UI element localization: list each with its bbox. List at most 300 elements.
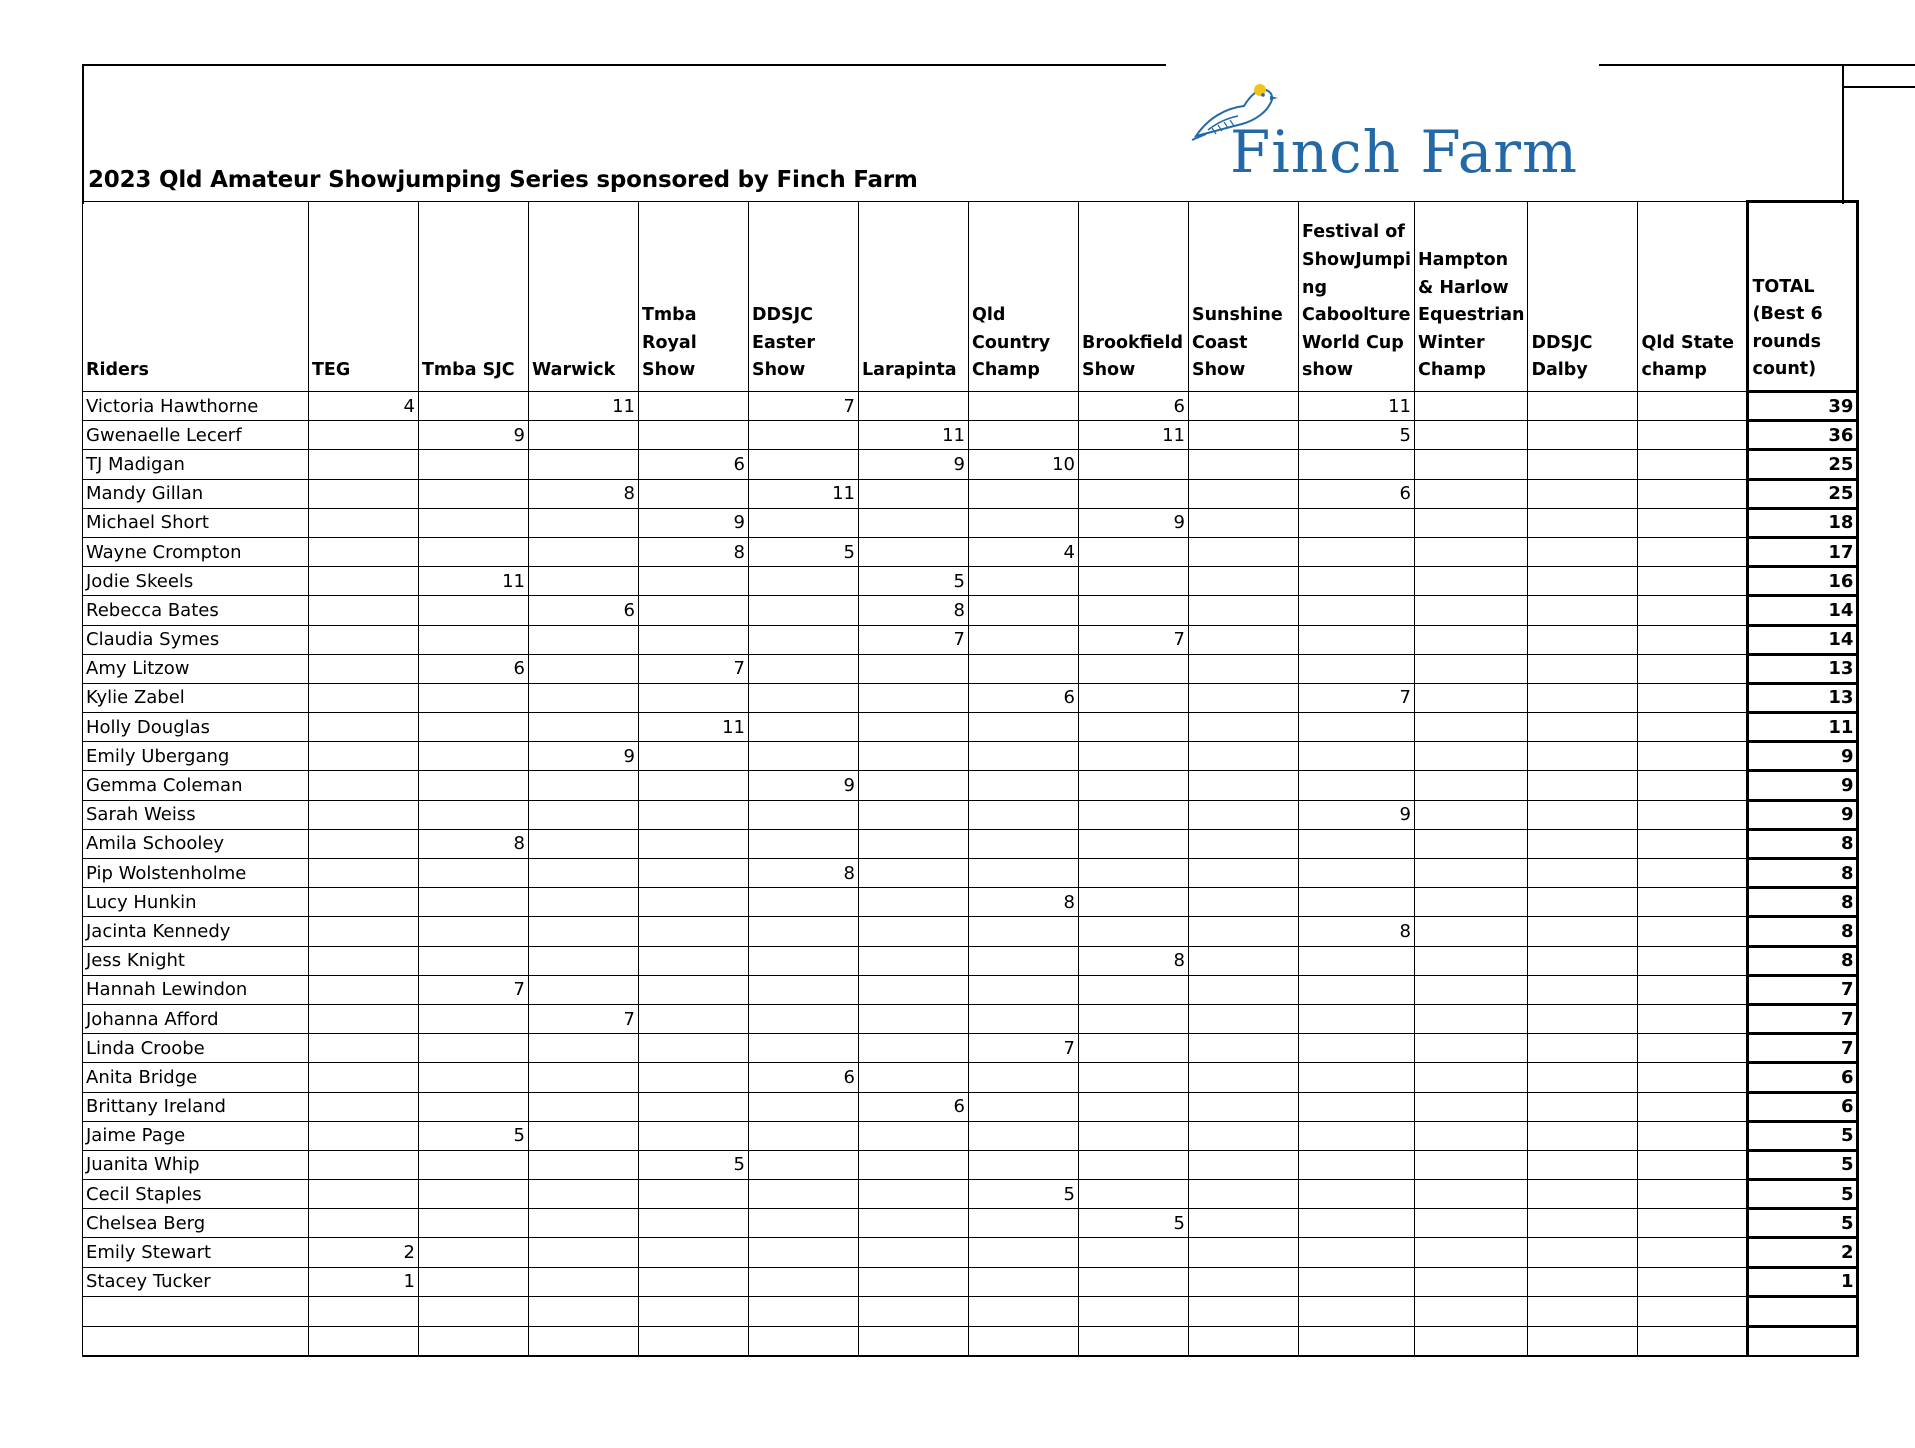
score-cell (419, 859, 529, 888)
score-cell (749, 421, 859, 450)
rider-name: Jess Knight (83, 946, 309, 975)
score-cell (1079, 800, 1189, 829)
score-cell (639, 1063, 749, 1092)
score-cell (749, 713, 859, 742)
score-cell (309, 1092, 419, 1121)
score-cell (859, 1034, 969, 1063)
score-cell (1414, 567, 1527, 596)
score-cell (1638, 683, 1748, 712)
score-cell (639, 771, 749, 800)
score-cell: 11 (749, 479, 859, 508)
score-cell (1079, 1004, 1189, 1033)
score-cell: 5 (639, 1150, 749, 1179)
score-cell (969, 567, 1079, 596)
score-cell: 11 (639, 713, 749, 742)
score-cell (1414, 1121, 1527, 1150)
score-cell (749, 800, 859, 829)
score-cell (639, 567, 749, 596)
score-cell (1638, 917, 1748, 946)
standings-table (82, 200, 1859, 1357)
table-row (83, 859, 1858, 888)
score-cell (1189, 596, 1299, 625)
score-cell (1189, 1092, 1299, 1121)
rider-name: Emily Ubergang (83, 742, 309, 771)
score-cell (639, 1267, 749, 1296)
score-cell (1528, 1267, 1638, 1296)
score-cell (1638, 1209, 1748, 1238)
score-cell (1638, 421, 1748, 450)
score-cell (1638, 859, 1748, 888)
table-row (83, 596, 1858, 625)
score-cell (639, 625, 749, 654)
table-row (83, 1121, 1858, 1150)
score-cell (1528, 946, 1638, 975)
score-cell: 11 (419, 567, 529, 596)
total-cell: 7 (1748, 1004, 1858, 1033)
empty-cell (1638, 1326, 1748, 1356)
score-cell (749, 508, 859, 537)
score-cell (1638, 654, 1748, 683)
score-cell (1079, 1150, 1189, 1179)
score-cell (639, 742, 749, 771)
rider-name: Linda Croobe (83, 1034, 309, 1063)
rider-name: Johanna Afford (83, 1004, 309, 1033)
empty-cell (1638, 1296, 1748, 1326)
score-cell (419, 1238, 529, 1267)
table-row (83, 1209, 1858, 1238)
score-cell: 5 (419, 1121, 529, 1150)
score-cell (529, 537, 639, 566)
score-cell (1638, 800, 1748, 829)
frame-right-border (1842, 64, 1844, 204)
score-cell (969, 800, 1079, 829)
score-cell (639, 800, 749, 829)
score-cell (639, 975, 749, 1004)
rider-name: Wayne Crompton (83, 537, 309, 566)
score-cell (1079, 713, 1189, 742)
blank-row (83, 1296, 1858, 1326)
score-cell (1638, 508, 1748, 537)
score-cell (1414, 537, 1527, 566)
score-cell (1189, 683, 1299, 712)
score-cell (1414, 1209, 1527, 1238)
header-row (83, 202, 1858, 392)
empty-cell (1189, 1326, 1299, 1356)
score-cell (1414, 1150, 1527, 1179)
score-cell (419, 1034, 529, 1063)
column-header-ddsjc-easter-show: DDSJC Easter Show (749, 202, 859, 392)
score-cell (859, 537, 969, 566)
table-row (83, 683, 1858, 712)
score-cell (1414, 829, 1527, 858)
score-cell (1414, 1063, 1527, 1092)
score-cell (1189, 975, 1299, 1004)
score-cell (1299, 829, 1415, 858)
score-cell (639, 829, 749, 858)
score-cell: 6 (1079, 392, 1189, 421)
score-cell (419, 917, 529, 946)
total-cell: 8 (1748, 946, 1858, 975)
score-cell: 6 (639, 450, 749, 479)
total-cell: 25 (1748, 479, 1858, 508)
score-cell (419, 1004, 529, 1033)
table-row (83, 537, 1858, 566)
score-cell (1638, 567, 1748, 596)
score-cell (1638, 625, 1748, 654)
column-header-qld-state-champ: Qld State champ (1638, 202, 1748, 392)
column-header-tmba-sjc: Tmba SJC (419, 202, 529, 392)
score-cell (1414, 888, 1527, 917)
score-cell (309, 1121, 419, 1150)
score-cell (1079, 1238, 1189, 1267)
rider-name: Emily Stewart (83, 1238, 309, 1267)
score-cell (1528, 450, 1638, 479)
score-cell (749, 567, 859, 596)
score-cell (309, 479, 419, 508)
score-cell (1189, 1238, 1299, 1267)
score-cell (639, 1034, 749, 1063)
score-cell (969, 421, 1079, 450)
score-cell (969, 625, 1079, 654)
score-cell (1079, 742, 1189, 771)
table-row (83, 917, 1858, 946)
score-cell (969, 1267, 1079, 1296)
rider-name: Claudia Symes (83, 625, 309, 654)
score-cell (1189, 917, 1299, 946)
score-cell (1638, 1004, 1748, 1033)
total-cell: 8 (1748, 917, 1858, 946)
score-cell (1528, 917, 1638, 946)
score-cell: 9 (639, 508, 749, 537)
score-cell (1528, 567, 1638, 596)
score-cell (309, 625, 419, 654)
score-cell (859, 1209, 969, 1238)
score-cell (749, 1121, 859, 1150)
score-cell (969, 1150, 1079, 1179)
score-cell (1528, 683, 1638, 712)
score-cell: 6 (859, 1092, 969, 1121)
score-cell (309, 654, 419, 683)
rider-name: Hannah Lewindon (83, 975, 309, 1004)
total-cell: 13 (1748, 683, 1858, 712)
score-cell (1299, 946, 1415, 975)
score-cell (969, 829, 1079, 858)
score-cell (969, 392, 1079, 421)
score-cell (309, 975, 419, 1004)
score-cell (419, 625, 529, 654)
score-cell (749, 975, 859, 1004)
score-cell (969, 771, 1079, 800)
empty-cell (309, 1326, 419, 1356)
score-cell (419, 596, 529, 625)
score-cell (529, 1092, 639, 1121)
rider-name: Amy Litzow (83, 654, 309, 683)
score-cell (309, 508, 419, 537)
score-cell (1414, 1004, 1527, 1033)
score-cell: 7 (969, 1034, 1079, 1063)
score-cell (419, 537, 529, 566)
total-cell: 1 (1748, 1267, 1858, 1296)
total-cell: 11 (1748, 713, 1858, 742)
score-cell (1299, 742, 1415, 771)
rider-name: Brittany Ireland (83, 1092, 309, 1121)
score-cell (859, 859, 969, 888)
score-cell (1528, 596, 1638, 625)
score-cell (859, 1121, 969, 1150)
score-cell (529, 421, 639, 450)
score-cell (309, 771, 419, 800)
total-cell: 39 (1748, 392, 1858, 421)
score-cell: 9 (419, 421, 529, 450)
score-cell (1528, 1092, 1638, 1121)
empty-cell (1079, 1296, 1189, 1326)
score-cell (529, 1034, 639, 1063)
score-cell (1528, 975, 1638, 1004)
score-cell (1299, 771, 1415, 800)
score-cell (309, 421, 419, 450)
column-header-tmba-royal-show: Tmba Royal Show (639, 202, 749, 392)
score-cell (529, 567, 639, 596)
score-cell (749, 450, 859, 479)
score-cell (969, 508, 1079, 537)
score-cell (1299, 567, 1415, 596)
score-cell (639, 1209, 749, 1238)
empty-cell (859, 1296, 969, 1326)
score-cell (309, 1150, 419, 1179)
column-header-larapinta: Larapinta (859, 202, 969, 392)
score-cell (1079, 654, 1189, 683)
score-cell (419, 1209, 529, 1238)
score-cell (309, 888, 419, 917)
score-cell (1299, 625, 1415, 654)
score-cell (309, 1180, 419, 1209)
score-cell (1299, 508, 1415, 537)
score-cell (419, 946, 529, 975)
score-cell: 7 (859, 625, 969, 654)
score-cell (529, 829, 639, 858)
score-cell (969, 1209, 1079, 1238)
score-cell (1299, 1180, 1415, 1209)
score-cell (1299, 1092, 1415, 1121)
score-cell (1189, 1121, 1299, 1150)
score-cell (1189, 888, 1299, 917)
total-cell: 7 (1748, 1034, 1858, 1063)
blank-row (83, 1326, 1858, 1356)
score-cell: 9 (859, 450, 969, 479)
score-cell (749, 654, 859, 683)
score-cell (529, 975, 639, 1004)
score-cell (1414, 1180, 1527, 1209)
score-cell (749, 1150, 859, 1179)
score-cell: 9 (1299, 800, 1415, 829)
column-header-ddsjc-dalby: DDSJC Dalby (1528, 202, 1638, 392)
score-cell (309, 596, 419, 625)
score-cell: 7 (419, 975, 529, 1004)
score-cell (1189, 771, 1299, 800)
score-cell (1638, 1034, 1748, 1063)
score-cell (1299, 1238, 1415, 1267)
empty-cell (419, 1296, 529, 1326)
score-cell (749, 625, 859, 654)
score-cell: 7 (1079, 625, 1189, 654)
score-cell (749, 946, 859, 975)
score-cell (1299, 1004, 1415, 1033)
total-cell: 9 (1748, 771, 1858, 800)
score-cell (639, 946, 749, 975)
score-cell (1299, 1063, 1415, 1092)
score-cell (1638, 975, 1748, 1004)
score-cell (1079, 537, 1189, 566)
score-cell (1638, 479, 1748, 508)
score-cell (749, 1180, 859, 1209)
score-cell (1079, 829, 1189, 858)
score-cell (1414, 859, 1527, 888)
score-cell (1079, 479, 1189, 508)
score-cell (1079, 683, 1189, 712)
score-cell: 11 (1299, 392, 1415, 421)
rider-name: Holly Douglas (83, 713, 309, 742)
rider-name: Sarah Weiss (83, 800, 309, 829)
score-cell (309, 946, 419, 975)
score-cell (1414, 1238, 1527, 1267)
score-cell: 9 (529, 742, 639, 771)
table-row (83, 1238, 1858, 1267)
score-cell (749, 683, 859, 712)
rider-name: Cecil Staples (83, 1180, 309, 1209)
empty-cell (1414, 1296, 1527, 1326)
total-cell: 17 (1748, 537, 1858, 566)
score-cell (1299, 1209, 1415, 1238)
score-cell: 5 (1079, 1209, 1189, 1238)
score-cell: 8 (529, 479, 639, 508)
score-cell (419, 1180, 529, 1209)
score-cell (749, 1267, 859, 1296)
score-cell: 7 (749, 392, 859, 421)
score-cell (529, 625, 639, 654)
score-cell: 7 (529, 1004, 639, 1033)
score-cell (309, 1209, 419, 1238)
score-cell (1414, 917, 1527, 946)
score-cell (639, 421, 749, 450)
score-cell (639, 1238, 749, 1267)
empty-cell (529, 1296, 639, 1326)
table-row (83, 625, 1858, 654)
score-cell: 8 (639, 537, 749, 566)
score-cell (859, 508, 969, 537)
total-cell: 5 (1748, 1209, 1858, 1238)
score-cell (419, 742, 529, 771)
score-cell (1638, 1180, 1748, 1209)
score-cell (1638, 537, 1748, 566)
total-cell: 8 (1748, 829, 1858, 858)
score-cell (859, 683, 969, 712)
score-cell (529, 771, 639, 800)
score-cell (309, 1063, 419, 1092)
score-cell (1528, 1238, 1638, 1267)
empty-cell (1528, 1326, 1638, 1356)
score-cell (1638, 1063, 1748, 1092)
score-cell (1528, 1209, 1638, 1238)
score-cell (1189, 537, 1299, 566)
score-cell (1299, 654, 1415, 683)
score-cell (1528, 829, 1638, 858)
total-cell: 18 (1748, 508, 1858, 537)
score-cell (1414, 1267, 1527, 1296)
rider-name: Jodie Skeels (83, 567, 309, 596)
score-cell (859, 1004, 969, 1033)
score-cell: 4 (969, 537, 1079, 566)
score-cell (969, 1063, 1079, 1092)
rider-name: Lucy Hunkin (83, 888, 309, 917)
score-cell (969, 1004, 1079, 1033)
score-cell (969, 946, 1079, 975)
rider-name: Stacey Tucker (83, 1267, 309, 1296)
score-cell (749, 1004, 859, 1033)
score-cell: 11 (529, 392, 639, 421)
total-cell: 7 (1748, 975, 1858, 1004)
score-cell (1189, 1063, 1299, 1092)
score-cell (1299, 859, 1415, 888)
score-cell: 8 (859, 596, 969, 625)
score-cell (309, 1034, 419, 1063)
score-cell (1079, 1092, 1189, 1121)
score-cell (1414, 479, 1527, 508)
score-cell (419, 479, 529, 508)
score-cell (529, 713, 639, 742)
score-cell (1189, 800, 1299, 829)
score-cell (309, 450, 419, 479)
score-cell (1189, 829, 1299, 858)
table-row (83, 1004, 1858, 1033)
score-cell (1079, 1121, 1189, 1150)
table-row (83, 771, 1858, 800)
score-cell (529, 654, 639, 683)
score-cell (1638, 392, 1748, 421)
table-row (83, 1267, 1858, 1296)
score-cell (749, 1209, 859, 1238)
score-cell (309, 742, 419, 771)
rider-name: Juanita Whip (83, 1150, 309, 1179)
score-cell (1079, 888, 1189, 917)
score-cell (1528, 1034, 1638, 1063)
total-cell: 6 (1748, 1063, 1858, 1092)
score-cell (749, 829, 859, 858)
score-cell (639, 683, 749, 712)
table-row (83, 742, 1858, 771)
score-cell (529, 683, 639, 712)
score-cell (969, 859, 1079, 888)
score-cell (1638, 1267, 1748, 1296)
score-cell (1414, 508, 1527, 537)
score-cell (1299, 1034, 1415, 1063)
frame-top-border-left (82, 64, 1166, 66)
score-cell: 11 (859, 421, 969, 450)
score-cell: 5 (749, 537, 859, 566)
score-cell (1638, 713, 1748, 742)
score-cell (1414, 450, 1527, 479)
score-cell: 8 (969, 888, 1079, 917)
score-cell (529, 946, 639, 975)
score-cell (1414, 654, 1527, 683)
score-cell (1528, 859, 1638, 888)
score-cell: 11 (1079, 421, 1189, 450)
empty-cell (1748, 1296, 1858, 1326)
empty-cell (1299, 1326, 1415, 1356)
rider-name: Pip Wolstenholme (83, 859, 309, 888)
empty-cell (1189, 1296, 1299, 1326)
column-header-hampton-harlow: Hampton & Harlow Equestrian Winter Champ (1414, 202, 1527, 392)
score-cell (1189, 654, 1299, 683)
